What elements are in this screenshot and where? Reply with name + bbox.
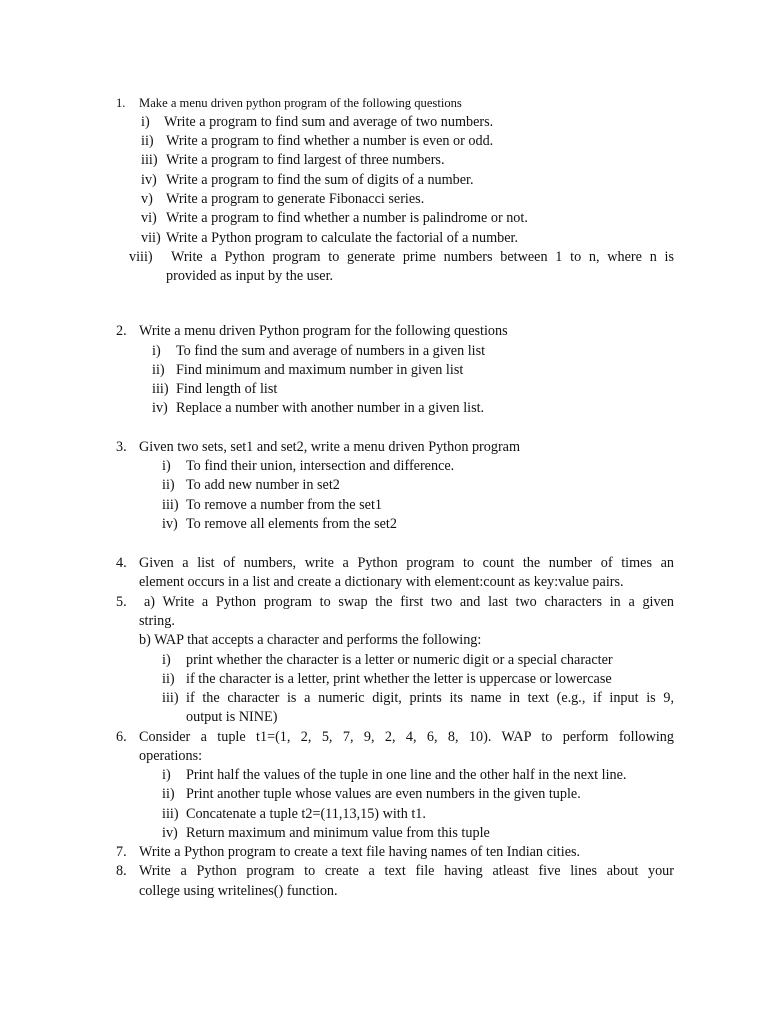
q8-number: 8. — [116, 863, 127, 879]
q1-item-marker: ii) — [141, 133, 154, 149]
q5-item-marker: i) — [162, 652, 171, 668]
q1-item-marker: i) — [141, 114, 150, 130]
q5-number: 5. — [116, 594, 127, 610]
q2-number: 2. — [116, 323, 127, 339]
q5-item-marker: iii) — [162, 690, 179, 706]
q1-item-text: Write a program to find largest of three numbers. — [166, 152, 445, 168]
q5-item-text: print whether the character is a letter or numeric digit or a special character — [186, 652, 613, 668]
q5-item-text-cont: output is NINE) — [186, 709, 278, 725]
q6-item-text: Print another tuple whose values are even numbers in the given tuple. — [186, 786, 581, 802]
q6-text-cont: operations: — [139, 748, 203, 764]
q3-item-text: To remove a number from the set1 — [186, 497, 382, 513]
q3-item-text: To add new number in set2 — [186, 477, 340, 493]
q1-number: 1. — [116, 96, 126, 110]
q1-item-marker: v) — [141, 191, 153, 207]
q1-item-text: Write a program to find the sum of digits of a number. — [166, 172, 474, 188]
q1-item-marker: vii) — [141, 230, 161, 246]
q2-item-marker: iv) — [152, 400, 168, 416]
q3-text: Given two sets, set1 and set2, write a menu driven Python program — [139, 439, 521, 455]
q6-item-text: Return maximum and minimum value from this tuple — [186, 825, 490, 841]
q5-part-a-text: a) Write a Python program to swap the first two and last two characters in a given — [144, 594, 674, 610]
q6-item-marker: ii) — [162, 786, 175, 802]
q8-text: Write a Python program to create a text file having atleast five lines about your — [139, 863, 674, 879]
q8-text-cont: college using writelines() function. — [139, 883, 338, 899]
q3-item-text: To remove all elements from the set2 — [186, 516, 397, 532]
q3-item-marker: ii) — [162, 477, 175, 493]
q4-text: Given a list of numbers, write a Python program to count the number of times an — [139, 555, 674, 571]
q6-text: Consider a tuple t1=(1, 2, 5, 7, 9, 2, 4, 6, 8, 10). WAP to perform following — [139, 729, 674, 745]
q1-item-text: Write a program to find whether a number is even or odd. — [166, 133, 494, 149]
q2-item-text: Replace a number with another number in a given list. — [176, 400, 485, 416]
q4-text-cont: element occurs in a list and create a dictionary with element:count as key:value pairs. — [139, 574, 624, 590]
q2-text: Write a menu driven Python program for the following questions — [139, 323, 508, 339]
q1-item-marker: iv) — [141, 172, 157, 188]
q6-item-text: Print half the values of the tuple in one line and the other half in the next line. — [186, 767, 627, 783]
q6-item-marker: i) — [162, 767, 171, 783]
q3-item-marker: iii) — [162, 497, 179, 513]
q2-item-marker: iii) — [152, 381, 169, 397]
q7-number: 7. — [116, 844, 127, 860]
q1-text: Make a menu driven python program of the following questions — [139, 96, 462, 110]
q2-item-text: To find the sum and average of numbers in a given list — [176, 343, 486, 359]
q3-item-text: To find their union, intersection and difference. — [186, 458, 455, 474]
q5-item-text: if the character is a letter, print whether the letter is uppercase or lowercase — [186, 671, 612, 687]
q5-item-marker: ii) — [162, 671, 175, 687]
q6-number: 6. — [116, 729, 127, 745]
q1-item-text: Write a program to generate Fibonacci series. — [166, 191, 425, 207]
q1-item-marker: viii) — [129, 249, 153, 265]
q2-item-marker: i) — [152, 343, 161, 359]
q1-item-text: Write a program to find sum and average of two numbers. — [164, 114, 494, 130]
q4-number: 4. — [116, 555, 127, 571]
q1-item-text: Write a program to find whether a number is palindrome or not. — [166, 210, 528, 226]
q1-item-text: Write a Python program to generate prime numbers between 1 to n, where n is — [171, 249, 674, 265]
q3-item-marker: i) — [162, 458, 171, 474]
q5-part-b-text: b) WAP that accepts a character and performs the following: — [139, 632, 482, 648]
q1-item-text: Write a Python program to calculate the factorial of a number. — [166, 230, 519, 246]
q5-part-a-text-cont: string. — [139, 613, 175, 629]
q1-item-marker: iii) — [141, 152, 158, 168]
q2-item-marker: ii) — [152, 362, 165, 378]
q5-item-text: if the character is a numeric digit, prints its name in text (e.g., if input is 9, — [186, 690, 674, 706]
q1-item-text-cont: provided as input by the user. — [166, 268, 334, 284]
q6-item-marker: iii) — [162, 806, 179, 822]
q6-item-text: Concatenate a tuple t2=(11,13,15) with t1. — [186, 806, 426, 822]
q2-item-text: Find minimum and maximum number in given list — [176, 362, 464, 378]
q1-item-marker: vi) — [141, 210, 157, 226]
q7-text: Write a Python program to create a text file having names of ten Indian cities. — [139, 844, 581, 860]
q2-item-text: Find length of list — [176, 381, 278, 397]
q3-number: 3. — [116, 439, 127, 455]
q3-item-marker: iv) — [162, 516, 178, 532]
q6-item-marker: iv) — [162, 825, 178, 841]
